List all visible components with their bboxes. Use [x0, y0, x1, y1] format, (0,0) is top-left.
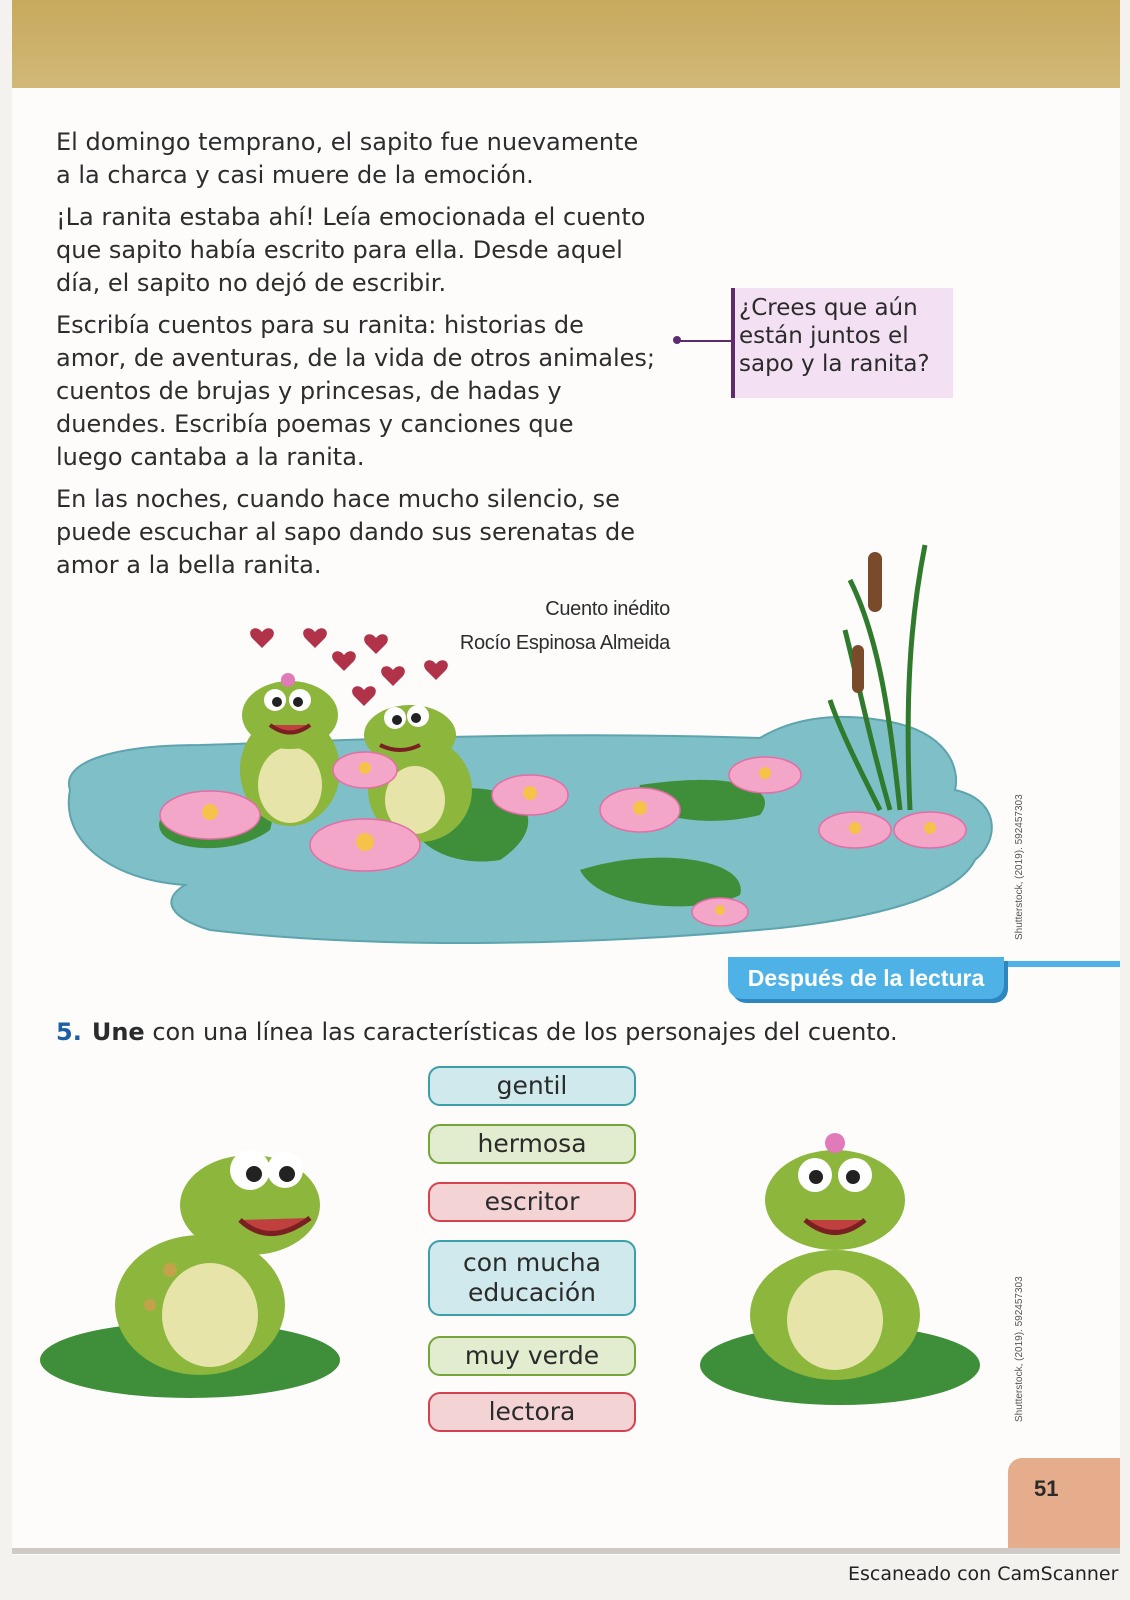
word-box-con-mucha-educacion[interactable]: con mucha educación	[428, 1240, 636, 1316]
scanner-note: Escaneado con CamScanner	[848, 1563, 1119, 1585]
activity-instruction: 5. Une con una línea las características de los personajes del cuento.	[56, 1018, 898, 1046]
paragraph-4: En las noches, cuando hace mucho silencio, se puede escuchar al sapo dando sus serenatas de amor a la bella ranita.	[56, 485, 635, 579]
toad-illustration	[0, 1130, 360, 1410]
word-box-gentil[interactable]: gentil	[428, 1066, 636, 1106]
credit-line-2: Rocío Espinosa Almeida	[459, 632, 670, 654]
cattail-1	[868, 552, 882, 612]
paragraph-2: ¡La ranita estaba ahí! Leía emocionada el cuento que sapito había escrito para ella. Desde aquel día, el sapito no dejó de escribir.	[56, 203, 646, 297]
photo-credit-1: Shutterstock, (2019). 592457303	[1014, 794, 1025, 940]
section-tab: Después de la lectura	[728, 957, 1004, 999]
word-box-escritor[interactable]: escritor	[428, 1182, 636, 1222]
word-box-muy-verde[interactable]: muy verde	[428, 1336, 636, 1376]
page-number: 51	[1008, 1458, 1120, 1548]
photo-credit-2: Shutterstock, (2019). 592457303	[1014, 1276, 1025, 1422]
cattail-2	[852, 645, 864, 693]
section-line	[990, 961, 1120, 967]
paragraph-3: Escribía cuentos para su ranita: historias de amor, de aventuras, de la vida de otros animales; cuentos de brujas y princesas, de hadas y duendes. Escribía poemas y canciones que luego cantaba a la ranita.	[56, 311, 656, 471]
credit-line-1: Cuento inédito	[545, 598, 670, 620]
word-box-lectora[interactable]: lectora	[428, 1392, 636, 1432]
word-box-hermosa[interactable]: hermosa	[428, 1124, 636, 1164]
question-box: ¿Crees que aún están juntos el sapo y la ranita?	[731, 288, 953, 398]
frog-girl-illustration	[685, 1125, 995, 1415]
paragraph-1: El domingo temprano, el sapito fue nuevamente a la charca y casi muere de la emoción.	[56, 128, 639, 189]
bottom-rule	[12, 1548, 1120, 1554]
frog-left	[240, 673, 340, 826]
